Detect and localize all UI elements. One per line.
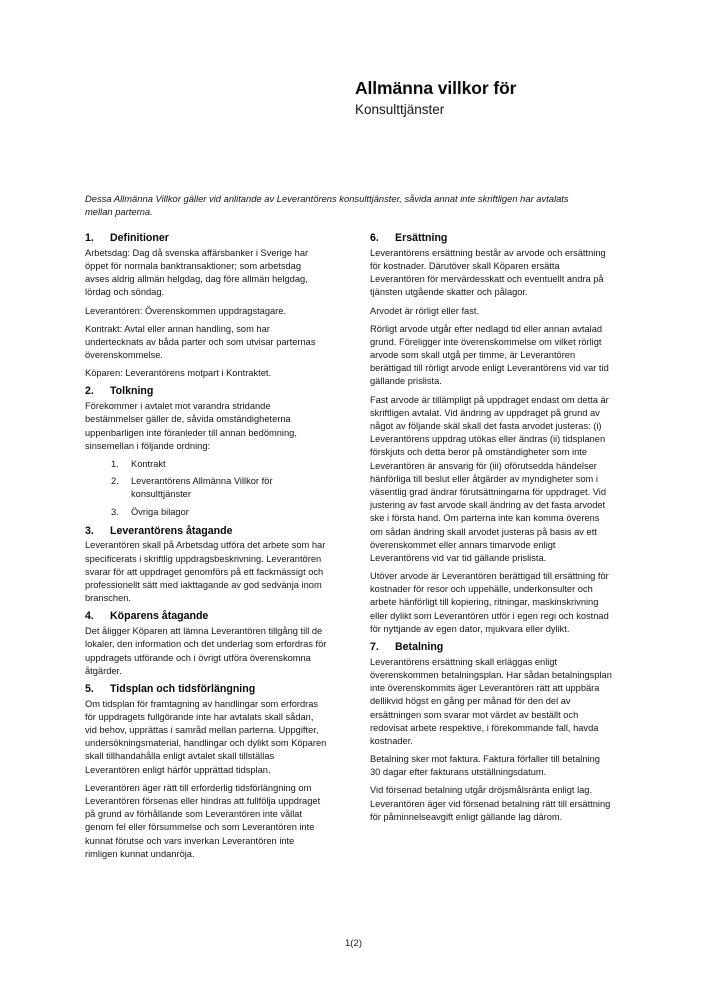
document-subtitle: Konsulttjänster — [355, 101, 445, 117]
document-section — [85, 232, 327, 380]
document-section — [85, 525, 327, 606]
section-paragraph: Rörligt arvode utgår efter nedlagd tid eller annan avtalad grund. Föreligger inte överenskommelse om vilket rörligt arvode som skall utgå per timme, är Leverantören berättigad till rörligt arvode enligt Leverantörens vid var tid gällande prislista. — [370, 323, 609, 387]
list-item — [85, 458, 327, 471]
right-column — [370, 232, 612, 824]
list-item-number: 1. — [111, 458, 119, 469]
section-title: Köparens åtagande — [110, 610, 209, 623]
section-heading — [85, 610, 327, 624]
section-title: Leverantörens åtagande — [110, 524, 233, 537]
section-heading — [85, 232, 327, 246]
document-section — [85, 610, 327, 678]
section-number: 4. — [85, 610, 94, 623]
left-column — [85, 232, 327, 861]
document-section — [85, 683, 327, 861]
list-item-label: Leverantörens Allmänna Villkor för konsulttjänster — [131, 476, 273, 500]
section-number: 1. — [85, 232, 94, 244]
document-section — [370, 641, 612, 824]
section-paragraph: Leverantören: Överenskommen uppdragstagare. — [85, 305, 287, 316]
section-paragraph: Om tidsplan för framtagning av handlingar som erfordras för uppdragets fullgörande inte har avtalats skall sådan, vid behov, upprättas i samråd mellan parterna. Uppgifter, undersökningsmaterial, handlingar och dylikt som Köparen skall tillhandahålla enligt avtalet skall tillställas Leverantören enligt härför upprättad tidsplan. — [85, 698, 327, 775]
section-title: Ersättning — [395, 232, 448, 244]
section-paragraph: Arvodet är rörligt eller fast. — [370, 305, 480, 316]
list-item-number: 2. — [111, 476, 119, 487]
section-paragraph: Vid försenad betalning utgår dröjsmålsränta enligt lag. Leverantören äger vid försenad betalning rätt till ersättning för påminnelseavgift enligt gällande lag därom. — [370, 785, 611, 822]
section-heading — [85, 385, 327, 399]
section-paragraph: Kontrakt: Avtal eller annan handling, som har undertecknats av båda parter och som utvisar parternas överenskommelse. — [85, 323, 316, 361]
section-title: Tidsplan och tidsförlängning — [110, 682, 256, 695]
section-heading — [85, 525, 327, 539]
section-paragraph: Det åligger Köparen att lämna Leverantören tillgång till de lokaler, den information och det underlag som erfordras för uppdragets utförande och i övrigt utföra överenskomna åtgärder. — [85, 626, 327, 676]
section-paragraph: Leverantörens ersättning skall erläggas enligt överenskommen betalningsplan. Har sådan betalningsplan inte överenskommits äger Leverantören rätt att uppbära dellikvid högst en gång per månad för den del av ersättningen som svarar mot värdet av beställt och redovisat arbete respektive, i förekommande fall, havda kostnader. — [370, 656, 612, 746]
section-number: 3. — [85, 524, 94, 537]
section-heading — [370, 641, 612, 655]
list-item — [85, 506, 327, 519]
section-paragraph: Leverantören skall på Arbetsdag utföra det arbete som har specificerats i skriftlig uppdragsbeskrivning. Leverantören svarar för att uppdraget genomförs på ett fackmässigt och professionellt sätt med iakttagande av god sedvänja inom branschen. — [85, 540, 326, 604]
section-heading — [370, 232, 612, 246]
list-item-label: Kontrakt — [131, 458, 166, 469]
ordered-sub-list — [85, 458, 327, 519]
intro-paragraph: Dessa Allmänna Villkor gäller vid anlitande av Leverantörens konsulttjänster, såvida annat inte skriftligen har avtalats mellan parterna. — [85, 193, 569, 218]
document-section — [85, 385, 327, 518]
list-item — [85, 475, 327, 501]
section-number: 2. — [85, 385, 94, 398]
section-paragraph: Leverantörens ersättning består av arvode och ersättning för kostnader. Därutöver skall Köparen ersätta Leverantören för mervärdesskatt och eventuellt andra på tjänsten utgående skatter och pålagor. — [370, 247, 606, 298]
page-footer: 1(2) — [344, 938, 363, 949]
list-item-number: 3. — [111, 506, 119, 517]
section-paragraph: Fast arvode är tillämpligt på uppdraget endast om detta är skriftligen avtalat. Vid ändring av uppdraget på grund av något av följande skäl skall det fasta arvodet justeras: (i) Leverantörens uppdrag utökas eller ändras (ii) tidsplanen förskjuts och detta beror på omständigheter som inte Leverantören är ansvarig för (iii) oförutsedda händelser hänförliga till beslut eller åtgärder av myndigheter som i väsentlig grad ändrar förutsättningarna för uppdraget. Vid justering av fast arvode skall ändring av det fasta arvodet ske i första hand. Om parterna inte kan komma överens om sådan ändring skall arvodet justeras på basis av ett överenskommet eller annars timarvode enligt Leverantörens vid var tid gällande prislista. — [370, 394, 609, 563]
section-number: 5. — [85, 682, 94, 695]
section-paragraph: Förekommer i avtalet mot varandra stridande bestämmelser gäller de, såvida omständigheterna uppenbarligen inte föranleder till annan bedömning, sinsemellan i följande ordning: — [85, 401, 297, 451]
document-section — [370, 232, 612, 636]
section-heading — [85, 683, 327, 697]
section-paragraph: Arbetsdag: Dag då svenska affärsbanker i Sverige har öppet för normala banktransaktioner; som arbetsdag avses aldrig allmän helgdag, dag före allmän helgdag, lördag och söndag. — [85, 247, 309, 298]
list-item-label: Övriga bilagor — [131, 506, 189, 517]
section-paragraph: Betalning sker mot faktura. Faktura förfaller till betalning 30 dagar efter fakturans utställningsdatum. — [370, 754, 600, 778]
section-title: Definitioner — [110, 232, 169, 244]
section-title: Tolkning — [110, 385, 154, 398]
section-paragraph: Utöver arvode är Leverantören berättigad till ersättning för kostnader för resor och uppehälle, underkonsulter och arbete hänförligt till kopiering, ritningar, maskinskrivning eller dylikt som Leverantören utför i egen regi och kostnad för nyttjande av egen dator, mjukvara eller dylikt. — [370, 571, 609, 634]
section-paragraph: Köparen: Leverantörens motpart i Kontraktet. — [85, 368, 272, 379]
section-title: Betalning — [395, 641, 444, 654]
section-paragraph: Leverantören äger rätt till erforderlig tidsförlängning om Leverantören försenas eller hindras att fullfölja uppdraget på grund av förhållande som Leverantören inte vållat genom fel eller försummelse och som Leverantören inte kunnat förutse och vars inverkan Leverantören inte rimligen kunnat undanröja. — [85, 782, 321, 859]
document-title: Allmänna villkor för — [355, 78, 517, 98]
section-number: 7. — [370, 641, 379, 654]
document-header — [355, 78, 655, 119]
section-number: 6. — [370, 232, 379, 244]
